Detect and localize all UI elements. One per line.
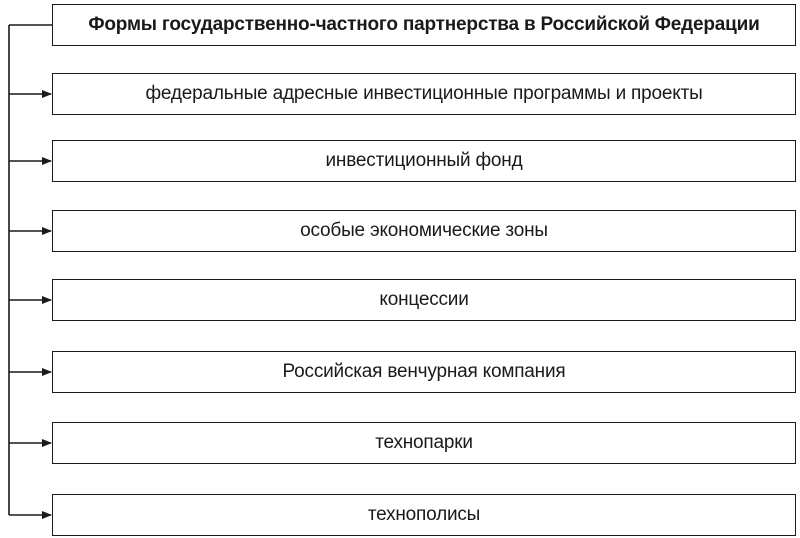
- form-item-label: технополисы: [367, 504, 481, 525]
- form-item-label: федеральные адресные инвестиционные программы и проекты: [145, 83, 703, 104]
- form-item-box: [52, 73, 796, 115]
- form-item-box: [52, 210, 796, 252]
- form-item-label: Российская венчурная компания: [282, 361, 566, 382]
- form-item-box: [52, 140, 796, 182]
- diagram-title-box: [52, 4, 796, 46]
- form-item-label: концессии: [379, 289, 469, 310]
- diagram-title: Формы государственно-частного партнерства в Российской Федерации: [88, 14, 760, 35]
- form-item-box: [52, 422, 796, 464]
- form-item-box: [52, 279, 796, 321]
- form-item-box: [52, 351, 796, 393]
- form-item-label: особые экономические зоны: [300, 220, 548, 241]
- form-item-label: инвестиционный фонд: [325, 150, 523, 171]
- form-item-box: [52, 494, 796, 536]
- form-item-label: технопарки: [375, 432, 473, 453]
